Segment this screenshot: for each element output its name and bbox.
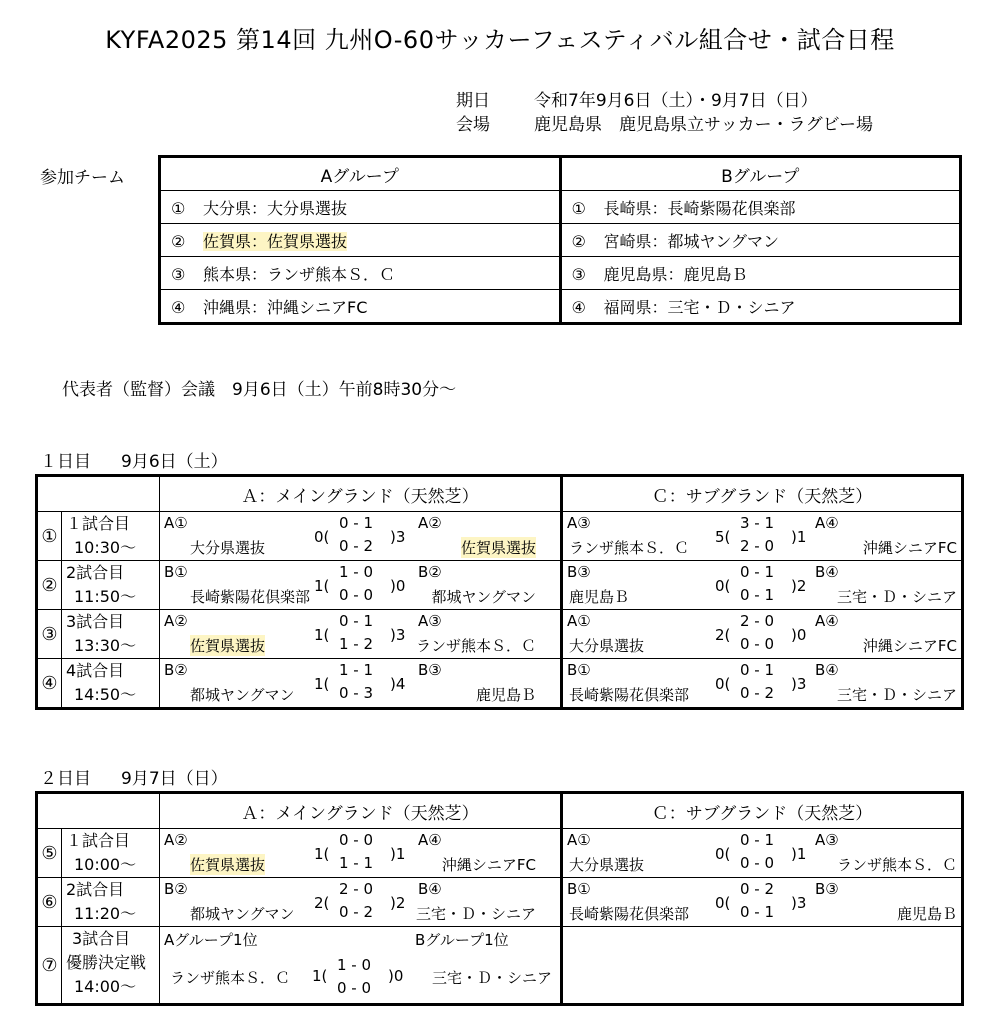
team-name: 都城ヤングマン — [190, 905, 295, 923]
total-score: 2( — [715, 626, 731, 644]
group-row — [160, 257, 961, 290]
team-code: A③ — [418, 612, 442, 630]
day2-schedule — [35, 791, 964, 1006]
team-name: ランザ熊本Ｓ．Ｃ — [836, 856, 957, 874]
day1-schedule — [35, 474, 964, 710]
team-code: B③ — [418, 661, 442, 679]
half-score: 0 - 1 — [740, 586, 775, 604]
day-label: １日目 — [40, 452, 91, 472]
team-slot: Bグループ1位 — [415, 931, 509, 949]
team-code: B① — [567, 880, 591, 898]
team-name: 鹿児島県：鹿児島Ｂ — [603, 264, 748, 284]
team-name: 長崎紫陽花倶楽部 — [569, 686, 690, 704]
half-score: 0 - 0 — [740, 635, 775, 653]
match-row — [37, 829, 963, 878]
half-score: 0 - 1 — [339, 514, 374, 532]
match-row — [37, 561, 963, 610]
match-cell — [160, 512, 562, 561]
match-cell — [562, 561, 963, 610]
match-time: 11:50～ — [74, 587, 137, 606]
match-time: 10:30～ — [74, 538, 137, 557]
team-code: A② — [164, 831, 188, 849]
match-row — [37, 512, 963, 561]
match-time-cell — [62, 927, 160, 1005]
half-score: 1 - 0 — [339, 563, 374, 581]
match-number-cell — [37, 927, 62, 1005]
total-score: 0( — [715, 894, 731, 912]
team-code: B① — [164, 563, 188, 581]
match-name: １試合目 — [66, 514, 131, 533]
team-name: 大分県選抜 — [569, 856, 645, 874]
total-score: )3 — [791, 675, 807, 693]
match-time-cell — [62, 829, 160, 878]
total-score: )4 — [390, 675, 406, 693]
match-cell — [160, 878, 562, 927]
match-time: 14:50～ — [74, 685, 137, 704]
blank-header — [37, 793, 160, 829]
total-score: 1( — [314, 626, 330, 644]
match-time-cell — [62, 512, 160, 561]
team-name: 佐賀県選抜 — [460, 539, 536, 557]
match-number-cell — [37, 512, 62, 561]
half-score: 0 - 2 — [740, 684, 775, 702]
half-score: 2 - 0 — [740, 537, 775, 555]
ground-a-header: Ａ：メイングランド（天然芝） — [160, 793, 562, 829]
half-score: 0 - 3 — [339, 684, 374, 702]
total-score: )2 — [791, 577, 807, 595]
total-score: )0 — [390, 577, 406, 595]
venue-label: 会場 — [456, 115, 490, 135]
team-name: 都城ヤングマン — [190, 686, 295, 704]
group-b-header: Bグループ — [560, 157, 961, 191]
day2-header — [40, 764, 228, 789]
half-score: 3 - 1 — [740, 514, 775, 532]
team-name: 鹿児島Ｂ — [569, 588, 630, 606]
team-name: 佐賀県選抜 — [190, 856, 266, 874]
half-score: 0 - 1 — [740, 661, 775, 679]
team-number: ④ — [571, 297, 586, 317]
half-score: 2 - 0 — [740, 612, 775, 630]
half-score: 0 - 1 — [740, 831, 775, 849]
total-score: 1( — [314, 845, 330, 863]
match-number-cell — [37, 659, 62, 709]
team-name: 三宅・Ｄ・シニア — [836, 588, 957, 606]
total-score: )0 — [791, 626, 807, 644]
team-code: A① — [164, 514, 188, 532]
blank-header — [37, 476, 160, 512]
match-time: 11:20～ — [74, 904, 137, 923]
team-name: 大分県：大分県選抜 — [203, 198, 348, 218]
match-number: ① — [41, 525, 58, 547]
ground-c-header: Ｃ：サブグランド（天然芝） — [562, 476, 963, 512]
half-score: 0 - 1 — [740, 903, 775, 921]
day1-header — [40, 447, 228, 472]
total-score: )3 — [390, 626, 406, 644]
ground-c-header: Ｃ：サブグランド（天然芝） — [562, 793, 963, 829]
total-score: 0( — [715, 845, 731, 863]
team-code: B④ — [815, 563, 839, 581]
match-row — [37, 878, 963, 927]
day-label: ２日目 — [40, 769, 91, 789]
team-name: 長崎紫陽花倶楽部 — [569, 905, 690, 923]
venue-info — [456, 110, 873, 135]
group-table — [158, 155, 962, 325]
match-name: 4試合目 — [66, 661, 125, 680]
match-cell — [562, 878, 963, 927]
team-name: 鹿児島Ｂ — [475, 686, 536, 704]
half-score: 1 - 2 — [339, 635, 374, 653]
team-name: ランザ熊本Ｓ．Ｃ — [569, 539, 690, 557]
team-code: A① — [567, 612, 591, 630]
match-time-cell — [62, 561, 160, 610]
final-match-row — [37, 927, 963, 1005]
venue-value: 鹿児島県 鹿児島県立サッカー・ラグビー場 — [534, 115, 873, 135]
team-name: ランザ熊本Ｓ．Ｃ — [170, 969, 291, 987]
match-number: ③ — [41, 623, 58, 645]
final-match-cell — [160, 927, 562, 1005]
match-cell — [562, 829, 963, 878]
team-code: B④ — [418, 880, 442, 898]
total-score: )1 — [791, 528, 807, 546]
team-code: B② — [164, 661, 188, 679]
total-score: )0 — [388, 967, 404, 985]
match-name: １試合目 — [66, 831, 131, 850]
team-name: 佐賀県選抜 — [190, 637, 266, 655]
empty-cell — [562, 927, 963, 1005]
total-score: )2 — [390, 894, 406, 912]
total-score: 0( — [314, 528, 330, 546]
team-code: B③ — [567, 563, 591, 581]
team-name: 佐賀県：佐賀県選抜 — [203, 231, 348, 251]
total-score: )1 — [791, 845, 807, 863]
team-code: B③ — [815, 880, 839, 898]
total-score: 1( — [312, 967, 328, 985]
team-code: A① — [567, 831, 591, 849]
team-code: B② — [418, 563, 442, 581]
total-score: 2( — [314, 894, 330, 912]
day-date: 9月6日（土） — [121, 452, 228, 472]
half-score: 0 - 1 — [740, 563, 775, 581]
team-name: 大分県選抜 — [569, 637, 645, 655]
ground-a-header: Ａ：メイングランド（天然芝） — [160, 476, 562, 512]
group-row — [160, 191, 961, 224]
team-name: ランザ熊本Ｓ．Ｃ — [415, 637, 536, 655]
match-cell — [160, 829, 562, 878]
team-code: A② — [164, 612, 188, 630]
team-name: 大分県選抜 — [190, 539, 266, 557]
team-code: A③ — [567, 514, 591, 532]
team-code: B② — [164, 880, 188, 898]
meeting-info: 代表者（監督）会議 9月6日（土）午前8時30分～ — [62, 380, 457, 400]
match-number: ⑦ — [41, 954, 58, 976]
total-score: )3 — [390, 528, 406, 546]
team-name: 三宅・Ｄ・シニア — [836, 686, 957, 704]
teams-label: 参加チーム — [40, 168, 125, 188]
team-name: 都城ヤングマン — [431, 588, 536, 606]
page-title: KYFA2025 第14回 九州O-60サッカーフェスティバル組合せ・試合日程 — [105, 26, 895, 54]
total-score: 5( — [715, 528, 731, 546]
team-number: ① — [571, 198, 586, 218]
half-score: 0 - 0 — [339, 831, 374, 849]
match-number-cell — [37, 610, 62, 659]
match-number-cell — [37, 561, 62, 610]
match-name: 2試合目 — [66, 880, 125, 899]
team-name: 沖縄シニアFC — [441, 856, 536, 874]
team-name: 三宅・Ｄ・シニア — [431, 969, 552, 987]
match-subtitle: 優勝決定戦 — [66, 953, 147, 972]
group-a-header: Aグループ — [160, 157, 561, 191]
half-score: 2 - 0 — [339, 880, 374, 898]
team-name: 長崎紫陽花倶楽部 — [190, 588, 311, 606]
team-code: A④ — [815, 514, 839, 532]
match-number-cell — [37, 878, 62, 927]
team-code: A③ — [815, 831, 839, 849]
match-name: 3試合目 — [66, 612, 125, 631]
team-number: ② — [171, 231, 186, 251]
team-code: A④ — [815, 612, 839, 630]
match-time-cell — [62, 610, 160, 659]
total-score: )1 — [390, 845, 406, 863]
date-label: 期日 — [456, 91, 490, 111]
half-score: 0 - 0 — [337, 979, 372, 997]
total-score: 0( — [715, 577, 731, 595]
half-score: 0 - 2 — [339, 537, 374, 555]
team-name: 鹿児島Ｂ — [896, 905, 957, 923]
team-name: 沖縄県：沖縄シニアFC — [203, 297, 368, 317]
team-code: A④ — [418, 831, 442, 849]
half-score: 0 - 2 — [339, 903, 374, 921]
match-cell — [160, 561, 562, 610]
team-name: 熊本県：ランザ熊本Ｓ．Ｃ — [203, 264, 396, 284]
total-score: 0( — [715, 675, 731, 693]
team-slot: Aグループ1位 — [164, 931, 258, 949]
half-score: 1 - 1 — [339, 854, 374, 872]
match-time: 14:00～ — [74, 977, 137, 996]
half-score: 0 - 1 — [339, 612, 374, 630]
match-number: ⑤ — [41, 842, 58, 864]
match-time-cell — [62, 878, 160, 927]
team-name: 沖縄シニアFC — [862, 539, 957, 557]
team-name: 三宅・Ｄ・シニア — [415, 905, 536, 923]
half-score: 0 - 0 — [740, 854, 775, 872]
match-cell — [160, 610, 562, 659]
total-score: 1( — [314, 577, 330, 595]
team-code: B④ — [815, 661, 839, 679]
half-score: 0 - 2 — [740, 880, 775, 898]
match-time-cell — [62, 659, 160, 709]
match-number: ④ — [41, 672, 58, 694]
match-cell — [160, 659, 562, 709]
half-score: 0 - 0 — [339, 586, 374, 604]
match-time: 13:30～ — [74, 636, 137, 655]
date-info — [456, 86, 818, 111]
group-row — [160, 224, 961, 257]
team-name: 長崎県：長崎紫陽花倶楽部 — [603, 198, 796, 218]
match-cell — [562, 512, 963, 561]
match-name: 3試合目 — [72, 929, 131, 948]
total-score: 1( — [314, 675, 330, 693]
group-row — [160, 290, 961, 324]
team-code: A② — [418, 514, 442, 532]
match-number: ② — [41, 574, 58, 596]
date-value: 令和7年9月6日（土）・9月7日（日） — [534, 91, 818, 111]
match-number-cell — [37, 829, 62, 878]
match-name: 2試合目 — [66, 563, 125, 582]
total-score: )3 — [791, 894, 807, 912]
match-cell — [562, 659, 963, 709]
team-number: ③ — [171, 264, 186, 284]
team-number: ① — [171, 198, 186, 218]
team-code: B① — [567, 661, 591, 679]
half-score: 1 - 1 — [339, 661, 374, 679]
match-time: 10:00～ — [74, 855, 137, 874]
half-score: 1 - 0 — [337, 956, 372, 974]
team-number: ④ — [171, 297, 186, 317]
team-number: ③ — [571, 264, 586, 284]
match-number: ⑥ — [41, 891, 58, 913]
match-row — [37, 610, 963, 659]
team-name: 宮崎県：都城ヤングマン — [603, 231, 780, 251]
team-number: ② — [571, 231, 586, 251]
team-name: 福岡県：三宅・Ｄ・シニア — [603, 297, 796, 317]
team-name: 沖縄シニアFC — [862, 637, 957, 655]
match-row — [37, 659, 963, 709]
match-cell — [562, 610, 963, 659]
day-date: 9月7日（日） — [121, 769, 228, 789]
